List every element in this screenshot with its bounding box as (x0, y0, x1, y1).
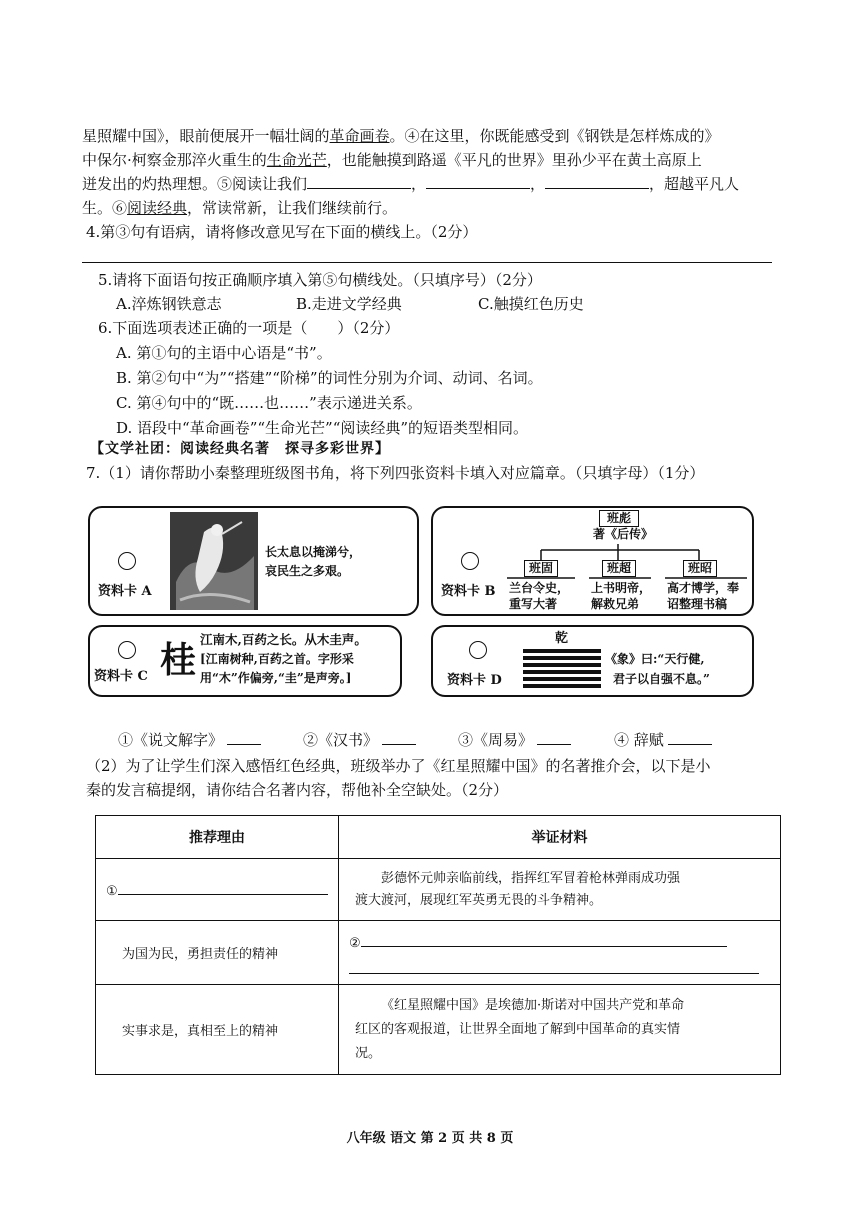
q5-option-b: B.走进文学经典 (296, 295, 402, 313)
tree-sub: 著《后传》 (593, 527, 654, 541)
question-4: 4.第③句有语病，请将修改意见写在下面的横线上。（2分） (86, 223, 478, 241)
card-c-label: 资料卡 C (94, 669, 148, 684)
card-c (88, 625, 402, 697)
card-d-text-2: 君子以自强不息。” (613, 672, 710, 686)
passage-line-3 (82, 174, 739, 194)
book-blank-1[interactable] (227, 730, 261, 745)
book-blank-3[interactable] (537, 730, 571, 745)
evidence-text: 《红星照耀中国》是埃德加·斯诺对中国共产党和革命 (381, 997, 685, 1013)
evidence-blank-line-1[interactable] (361, 932, 727, 947)
card-d (431, 625, 754, 697)
text: ，超越平凡人 (649, 175, 740, 193)
question-7-2-line-2: 秦的发言稿提纲，请你结合名著内容，帮他补全空缺处。（2分） (86, 781, 509, 799)
reason-cell-3: 实事求是，真相至上的精神 (96, 985, 339, 1075)
card-a (88, 506, 419, 616)
text: 中保尔·柯察金那淬火重生的 (82, 151, 267, 169)
text: ， (530, 175, 546, 193)
q5-option-c: C.触摸红色历史 (478, 295, 584, 313)
card-d-label: 资料卡 D (447, 673, 502, 688)
passage-line-2 (82, 150, 702, 170)
card-a-label: 资料卡 A (98, 584, 152, 599)
table-row (96, 859, 781, 921)
question-6: 6.下面选项表述正确的一项是（ ）（2分） (98, 319, 400, 337)
card-b-label: 资料卡 B (441, 584, 496, 599)
text: ④ 辞赋 (614, 731, 664, 749)
ban-zhao-desc-2: 诏整理书稿 (667, 597, 728, 611)
answer-circle-c[interactable] (118, 641, 136, 659)
tree-node-ban-gu: 班固 (524, 560, 558, 577)
evidence-cell-1 (339, 859, 781, 921)
text: ，也能触摸到路遥《平凡的世界》里孙少平在黄土高原上 (326, 151, 702, 169)
text: 。④在这里，你既能感受到《钢铁是怎样炼成的》 (389, 127, 720, 145)
evidence-text: 红区的客观报道，让世界全面地了解到中国革命的真实情 (355, 1021, 681, 1037)
tree-node-ban-chao: 班超 (602, 560, 636, 577)
reason-blank-1[interactable] (118, 880, 328, 895)
book-option-1 (118, 730, 261, 750)
question-7-2-line-1: （2）为了让学生们深入感悟红色经典，班级举办了《红星照耀中国》的名著推介会，以下是小 (86, 757, 711, 775)
ban-chao-desc-1: 上书明帝， (591, 581, 652, 595)
card-c-text-1: 江南木,百药之长。从木圭声。 (200, 632, 367, 647)
ban-chao-desc-2: 解救兄弟 (591, 597, 640, 611)
evidence-text: 彭德怀元帅亲临前线，指挥红军冒着枪林弹雨成功强 (381, 870, 681, 886)
text: 生。⑥ (82, 199, 128, 217)
text: 星照耀中国》，眼前便展开一幅壮阔的 (82, 127, 330, 145)
answer-circle-d[interactable] (469, 641, 487, 659)
fill-blank-1[interactable] (307, 174, 411, 189)
card-a-text-2: 哀民生之多艰。 (265, 564, 350, 578)
header-reason: 推荐理由 (96, 816, 339, 859)
qian-hexagram-icon (523, 649, 601, 691)
text: ③《周易》 (458, 731, 534, 749)
circled-number: ① (106, 884, 118, 899)
text: ②《汉书》 (303, 731, 379, 749)
question-5: 5.请将下面语句按正确顺序填入第⑤句横线处。（只填序号）（2分） (98, 271, 542, 289)
circled-number: ② (349, 935, 361, 951)
q6-option-b: B. 第②句中“为”“搭建”“阶梯”的词性分别为介词、动词、名词。 (116, 369, 543, 387)
reason-cell-2: 为国为民，勇担责任的精神 (96, 921, 339, 985)
book-option-3 (458, 730, 571, 750)
ban-zhao-desc-1: 高才博学，奉 (667, 581, 740, 595)
text: ，常读常新，让我们继续前行。 (187, 199, 398, 217)
fill-blank-2[interactable] (426, 174, 530, 189)
table-row (96, 921, 781, 985)
underlined-phrase: 革命画卷 (329, 127, 390, 145)
evidence-blank-line-2[interactable] (349, 959, 759, 974)
passage-line-1 (82, 126, 720, 146)
text: ①《说文解字》 (118, 731, 224, 749)
evidence-text: 渡大渡河，展现红军英勇无畏的斗争精神。 (355, 892, 603, 908)
card-d-text-1: 《象》曰:“天行健, (605, 652, 705, 666)
fill-blank-3[interactable] (545, 174, 649, 189)
q5-option-a: A.淬炼钢铁意志 (116, 295, 222, 313)
tree-node-ban-zhao: 班昭 (683, 560, 717, 577)
underlined-phrase: 生命光芒 (266, 151, 327, 169)
section-title: 【文学社团：阅读经典名著 探寻多彩世界】 (90, 441, 390, 457)
recommendation-table (95, 815, 781, 1075)
seal-script-glyph: 桂 (160, 639, 197, 681)
ban-gu-desc-1: 兰台令史， (509, 581, 570, 595)
book-option-4 (614, 730, 712, 750)
card-b (431, 506, 754, 616)
underlined-phrase: 阅读经典 (127, 199, 188, 217)
reason-cell-1 (96, 859, 339, 921)
card-c-text-3: 用“木”作偏旁,“圭”是声旁。] (200, 671, 352, 685)
evidence-cell-3 (339, 985, 781, 1075)
header-evidence: 举证材料 (339, 816, 781, 859)
q6-option-a: A. 第①句的主语中心语是“书”。 (116, 344, 332, 362)
text: 迸发出的灼热理想。⑤阅读让我们 (82, 175, 308, 193)
passage-line-4 (82, 198, 397, 218)
card-a-text-1: 长太息以掩涕兮， (265, 545, 362, 559)
hexagram-name: 乾 (555, 631, 569, 646)
q6-option-d: D. 语段中“革命画卷”“生命光芒”“阅读经典”的短语类型相同。 (116, 419, 529, 437)
tree-node-ban-biao: 班彪 (599, 510, 639, 527)
q6-option-c: C. 第④句中的“既……也……”表示递进关系。 (116, 394, 422, 412)
table-row (96, 985, 781, 1075)
evidence-text: 况。 (355, 1045, 382, 1061)
answer-line-q4[interactable] (82, 262, 772, 263)
evidence-cell-2 (339, 921, 781, 985)
page-footer: 八年级 语文 第 2 页 共 8 页 (346, 1131, 514, 1146)
question-7-1: 7.（1）请你帮助小秦整理班级图书角，将下列四张资料卡填入对应篇章。（只填字母）（1分） (86, 464, 705, 482)
book-blank-2[interactable] (382, 730, 416, 745)
book-option-2 (303, 730, 416, 750)
card-c-text-2: [江南树种,百药之首。字形采 (200, 652, 354, 666)
poet-figure-image (170, 512, 258, 610)
text: ， (411, 175, 427, 193)
ban-gu-desc-2: 重写大著 (509, 597, 558, 611)
table-header-row (96, 816, 781, 859)
book-blank-4[interactable] (668, 730, 712, 745)
answer-circle-a[interactable] (118, 552, 136, 570)
